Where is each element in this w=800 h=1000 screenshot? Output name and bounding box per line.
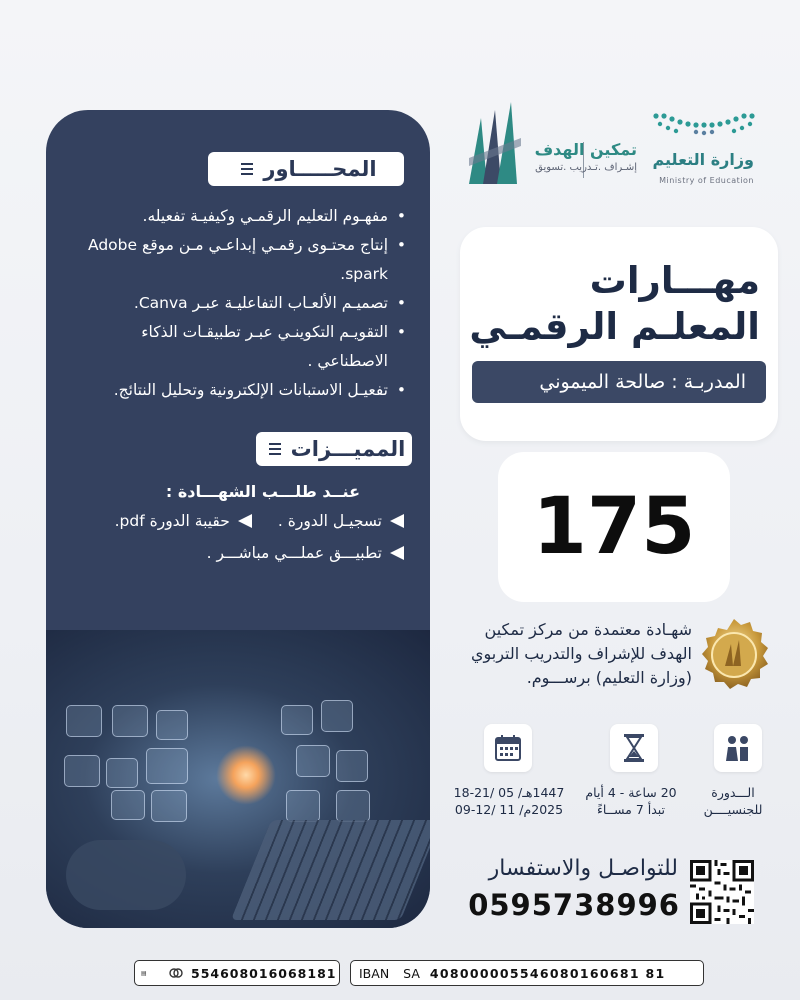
date-info (446, 784, 572, 818)
features-row (115, 512, 404, 530)
search-icon (281, 705, 313, 735)
gear-icon (321, 700, 353, 732)
feature-label: تطبيـــق عملـــي مباشـــر . (206, 544, 382, 562)
people-icon (714, 724, 762, 772)
feature-item (115, 512, 252, 530)
ministry-of-education-logo (650, 110, 760, 190)
phone-number[interactable]: 0595738996 (468, 888, 680, 922)
list-item: • تصميـم الألعـاب التفاعليـة عبـر Canva. (68, 289, 406, 318)
hourglass-icon (610, 724, 658, 772)
tamkeen-logo (465, 98, 645, 188)
hand-silhouette (66, 840, 186, 910)
iban-label: IBAN (359, 965, 390, 981)
tamkeen-tagline: إشـراف .تـدريب .تسويق (535, 162, 637, 173)
feature-item (207, 544, 404, 562)
bank-emblem-icon (169, 966, 183, 980)
course-title-line2: المعلـم الرقمـي (469, 305, 760, 348)
light-burst (216, 745, 276, 805)
axes-heading-label: المحـــــاور (263, 157, 377, 181)
iban-box (350, 960, 704, 986)
cloud-icon (112, 705, 148, 737)
audience-line: للجنسيــــن (703, 802, 763, 817)
duration-info (576, 784, 686, 818)
chart-icon (336, 790, 370, 822)
list-item: • تفعيـل الاستبانات الإلكترونية وتحليل النتائج. (68, 376, 406, 405)
axes-list (68, 202, 406, 405)
chart-icon (111, 790, 145, 820)
qr-code-icon[interactable] (690, 860, 754, 924)
chart-icon (106, 758, 138, 788)
contact-label: للتواصـل والاستفسار (488, 856, 678, 881)
bank-logo-icon: ▤ (141, 969, 147, 977)
certificate-description: شهـادة معتمدة من مركز تمكين الهدف للإشراف والتدريب التربوي (وزارة التعليم) برســـوم. (470, 620, 692, 687)
feature-label: تسجيـل الدورة . (277, 512, 382, 530)
course-details-panel (46, 110, 430, 928)
tamkeen-emblem-icon (465, 98, 525, 188)
robot-arm-icon (146, 748, 188, 784)
moe-name-english: Ministry of Education (659, 176, 754, 185)
arrow-icon (238, 514, 252, 528)
factory-icon (286, 790, 320, 822)
list-item: • إنتاج محتـوى رقمـي إبداعـي مـن موقع Adobe spark. (68, 231, 406, 289)
robot-icon (336, 750, 368, 782)
list-icon (235, 162, 253, 176)
iban-country: SA (403, 965, 420, 981)
date-line: 1447هـ/ 05 /21-18 (453, 785, 565, 800)
list-item: • مفهـوم التعليم الرقمـي وكيفيـة تفعيله. (68, 202, 406, 231)
features-heading-label: المميـــزات (290, 437, 406, 461)
account-number[interactable]: 554608016068181 (191, 965, 337, 981)
arrow-icon (390, 514, 404, 528)
date-line: 2025م/ 11 /12-09 (454, 802, 564, 817)
list-item: • التقويـم التكوينـي عبـر تطبيقـات الذكاء الاصطناعي . (68, 318, 406, 376)
arrow-icon (390, 546, 404, 560)
account-number-box (134, 960, 340, 986)
iban-number[interactable]: 408000005546080160681 81 (429, 965, 666, 981)
price-card (498, 452, 730, 602)
tamkeen-name: تمكين الهدف (534, 140, 637, 159)
duration-line: 20 ساعة - 4 أيام (585, 785, 677, 800)
calendar-icon (484, 724, 532, 772)
price-value: 175 (532, 482, 696, 572)
audience-line: الـــدورة (711, 785, 755, 800)
trainer-badge: المدربـة : صالحة الميموني (472, 361, 766, 403)
cloud-icon (151, 790, 187, 822)
cloud-icon (66, 705, 102, 737)
bolt-icon (296, 745, 330, 777)
feature-item (278, 512, 404, 530)
course-title-card (460, 227, 778, 441)
laptop-keyboard (231, 820, 430, 920)
list-icon (263, 442, 281, 456)
audience-info (690, 784, 776, 818)
certificate-medal-icon (697, 618, 771, 692)
lock-icon (156, 710, 188, 740)
feature-label: حقيبة الدورة pdf. (114, 512, 230, 530)
moe-dots-icon (650, 110, 760, 136)
axes-heading (208, 152, 404, 186)
features-heading (256, 432, 412, 466)
moe-name: وزارة التعليم (652, 150, 754, 169)
network-icon (64, 755, 100, 787)
course-title-line1: مهـــارات (589, 259, 760, 302)
certificate-request-label: عنــد طلـــب الشهـــادة : (165, 482, 360, 501)
technology-illustration (46, 630, 430, 928)
features-row (207, 544, 404, 562)
duration-line: تبدأ 7 مســاءً (596, 802, 666, 817)
